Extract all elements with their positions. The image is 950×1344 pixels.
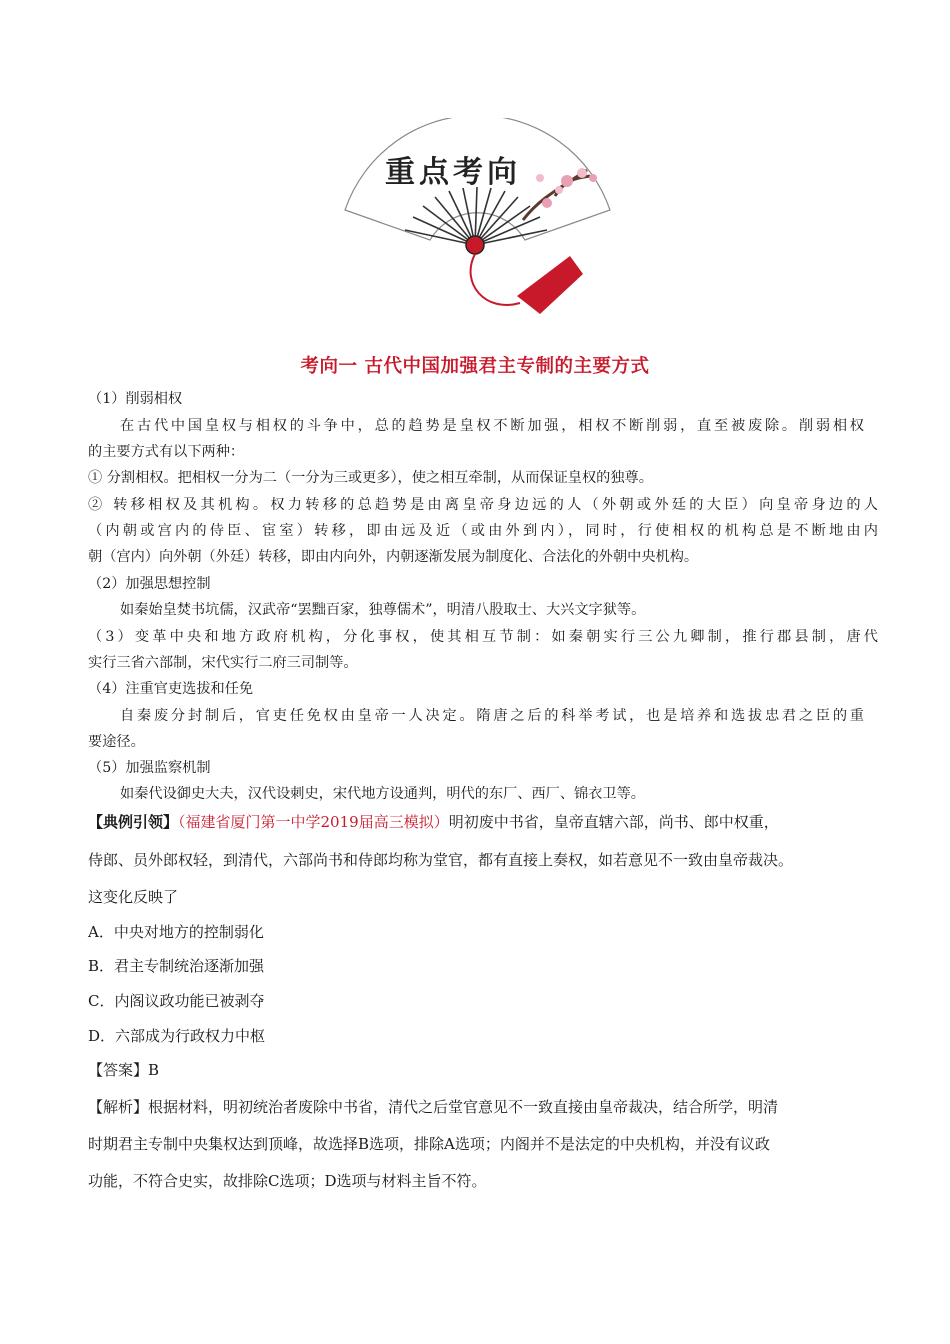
analysis-line-1-rest: 根据材料，明初统治者废除中书省，清代之后堂官意见不一致直接由皇帝裁决，结合所学，明清 (148, 1098, 779, 1116)
example-line-2: 侍郎、员外郎权轻，到清代，六部尚书和侍郎均称为堂官，都有直接上奏权，如若意见不一致由皇帝裁决。 (88, 851, 794, 869)
section-title: 考向一 古代中国加强君主专制的主要方式 (300, 356, 650, 377)
fan-tassel (517, 256, 583, 314)
fan-banner (335, 118, 620, 323)
example-tag: 【典例引领】 (88, 813, 179, 831)
fan-pivot (466, 236, 484, 254)
example-line-1 (88, 811, 878, 832)
point-5-text: 如秦代设御史大夫，汉代设刺史，宋代地方设通判，明代的东厂、西厂、锦衣卫等。 (120, 786, 645, 802)
answer-tag: 【答案】 (88, 1061, 149, 1079)
option-b: B．君主专制统治逐渐加强 (88, 957, 265, 975)
point-1-item-2-line-2: （内朝或宫内的侍臣、宦室）转移，即由远及近（或由外到内），同时，行使相权的机构总是不断地由内 (88, 523, 878, 539)
point-1-item-2-line-3: 朝（宫内）向外朝（外廷）转移，即由内向外，内朝逐渐发展为制度化、合法化的外朝中央机构。 (88, 549, 699, 565)
option-a: A．中央对地方的控制弱化 (88, 923, 264, 941)
point-2-heading: （2）加强思想控制 (88, 576, 211, 592)
point-2-text: 如秦始皇焚书坑儒，汉武帝“罢黜百家，独尊儒术”，明清八股取士、大兴文字狱等。 (120, 602, 646, 618)
answer-line (88, 1059, 878, 1080)
point-3-line-2: 实行三省六部制，宋代实行二府三司制等。 (88, 655, 358, 671)
point-5-heading: （5）加强监察机制 (88, 760, 211, 776)
point-1-heading: （1）削弱相权 (88, 391, 183, 407)
point-1-line-1: 在古代中国皇权与相权的斗争中，总的趋势是皇权不断加强，相权不断削弱，直至被废除。削弱相权 (120, 418, 864, 434)
point-4-line-2: 要途径。 (88, 734, 145, 750)
point-1-item-1: ① 分割相权。把相权一分为二（一分为三或更多），使之相互牵制，从而保证皇权的独尊。 (88, 470, 653, 486)
point-3-line-1: （3）变革中央和地方政府机构，分化事权，使其相互节制：如秦朝实行三公九卿制，推行郡县制，唐代 (88, 629, 878, 645)
option-c: C．内阁议政功能已被剥夺 (88, 992, 265, 1010)
point-1-item-2-line-1: ② 转移相权及其机构。权力转移的总趋势是由离皇帝身边远的人（外朝或外廷的大臣）向皇帝身边的人 (88, 497, 878, 513)
example-line-3: 这变化反映了 (88, 888, 179, 906)
answer-value: B (148, 1061, 160, 1079)
analysis-line-3: 功能，不符合史实，故排除C选项；D选项与材料主旨不符。 (88, 1172, 487, 1190)
analysis-line-2: 时期君主专制中央集权达到顶峰，故选择B选项，排除A选项；内阁并不是法定的中央机构，并没有议政 (88, 1135, 770, 1153)
option-d: D．六部成为行政权力中枢 (88, 1027, 266, 1045)
analysis-line-1 (88, 1096, 878, 1117)
banner-label: 重点考向 (385, 155, 521, 190)
example-source: （福建省厦门第一中学2019届高三模拟） (178, 813, 449, 831)
point-1-line-2: 的主要方式有以下两种： (88, 444, 245, 460)
point-4-heading: （4）注重官吏选拔和任免 (88, 681, 254, 697)
analysis-tag: 【解析】 (88, 1098, 149, 1116)
fan-tassel-cord (471, 254, 520, 305)
point-4-line-1: 自秦废分封制后，官吏任免权由皇帝一人决定。隋唐之后的科举考试，也是培养和选拔忠君之臣的重 (120, 708, 864, 724)
example-line-1-rest: 明初废中书省，皇帝直辖六部，尚书、郎中权重， (448, 813, 779, 831)
